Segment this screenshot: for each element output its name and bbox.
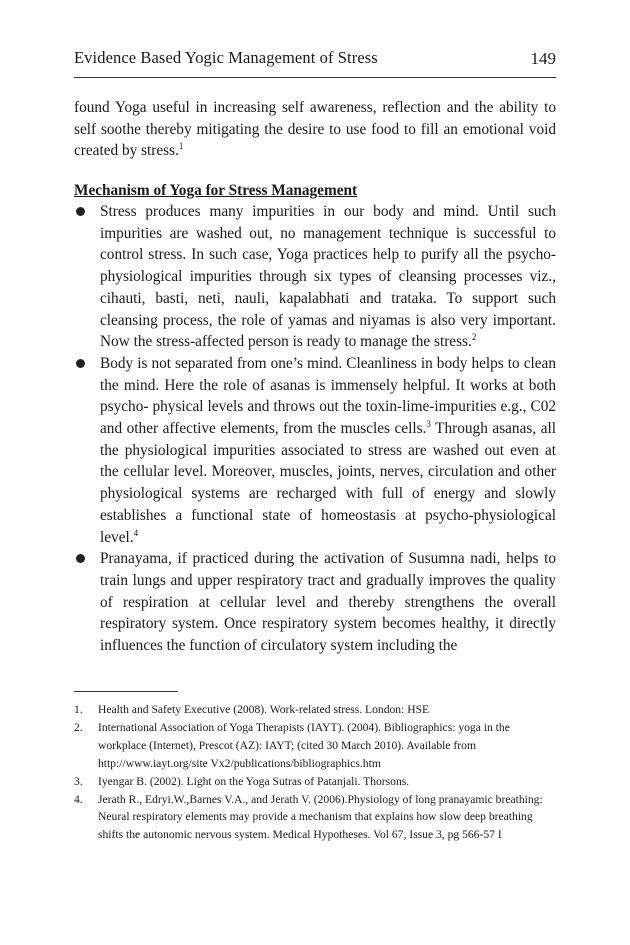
footnote: [74, 719, 560, 773]
footnote-ref-3: 3: [426, 418, 431, 429]
intro-text: found Yoga useful in increasing self awareness, reflection and the ability to self soothe thereby mitigating the desire to use food to fill an emotional void created by stress.: [74, 99, 556, 160]
footnote-number: 2.: [74, 720, 83, 734]
running-title: Evidence Based Yogic Management of Stress: [74, 48, 378, 67]
footnote-rule: [74, 691, 178, 692]
bullet-text: Stress produces many impurities in our body and mind. Until such impurities are washed out, no management technique is successful to control stress. In such case, Yoga practices help to purify all the psycho-physiological impurities through six types of cleansing processes viz., cihauti, basti, neti, nauli, kapalabhati and trataka. To support such cleansing process, the role of yamas and niyamas is also very important. Now the stress-affected person is ready to manage the stress.: [100, 203, 556, 351]
footnote-text: Jerath R., Edryi.W.,Barnes V.A., and Jerath V. (2006).Physiology of long pranayamic breathing: Neural respiratory elements may provide a mechanism that explains how slow deep breathing shifts the autonomic nervous system. Medical Hypotheses. Vol 67, Issue 3, pg 566-57 I: [98, 792, 543, 842]
footnote-number: 3.: [74, 774, 83, 788]
bullet-text: Body is not separated from one’s mind. Cleanliness in body helps to clean the mind. Here the role of asanas is immensely helpful. It works at both psycho- physical levels and throws out the toxin-lime-impurities e.g., C02 and other affective elements, from the muscles cells.: [100, 354, 556, 438]
bullet-icon: [76, 359, 85, 368]
bullet-list: [74, 201, 556, 657]
footnote: [74, 701, 560, 719]
footnotes: [74, 701, 560, 844]
bullet-icon: [76, 207, 85, 216]
footnote-ref-1: 1: [178, 141, 184, 152]
bullet-item-pranayama: [74, 548, 556, 657]
bullet-text: Pranayama, if practiced during the activation of Susumna nadi, helps to train lungs and upper respiratory tract and gradually improves the quality of respiration at cellular level and thereby strengthens the overall respiratory system. Once respiratory system becomes healthy, it directly influences the function of circulatory system including the: [100, 550, 556, 655]
section-heading: Mechanism of Yoga for Stress Management: [74, 182, 358, 199]
footnote-text: Iyengar B. (2002). Light on the Yoga Sutras of Patanjali. Thorsons.: [98, 774, 410, 788]
footnote-ref-2: 2: [471, 332, 477, 343]
header-rule: [74, 77, 556, 78]
footnote-number: 1.: [74, 703, 83, 716]
footnote: [74, 791, 560, 845]
page-number: 149: [530, 49, 556, 68]
bullet-icon: [76, 554, 85, 563]
footnote: [74, 773, 560, 791]
footnote-ref-4: 4: [133, 527, 139, 538]
bullet-text-continued: Through asanas, all the physiological impurities associated to stress are washed out even at the cellular level. Moreover, muscles, joints, nerves, circulation and other physiological systems are recharged with full of energy and slowly establishes a functional state of homeostasis at psycho-physiological level.: [100, 420, 556, 546]
intro-paragraph: [74, 97, 556, 162]
running-header: [74, 46, 556, 74]
bullet-item-cleansing: [74, 201, 556, 353]
footnote-text: International Association of Yoga Therapists (IAYT). (2004). Bibliographics: yoga in the workplace (Internet), Prescot (AZ): IAYT; (cited 30 March 2010). Available from http://www.iayt.org/site Vx2/publications/bibliographics.htm: [98, 720, 510, 770]
bullet-item-asanas: [74, 353, 556, 548]
footnote-text: Health and Safety Executive (2008). Work-related stress. London: HSE: [98, 703, 430, 716]
footnote-number: 4.: [74, 792, 83, 806]
